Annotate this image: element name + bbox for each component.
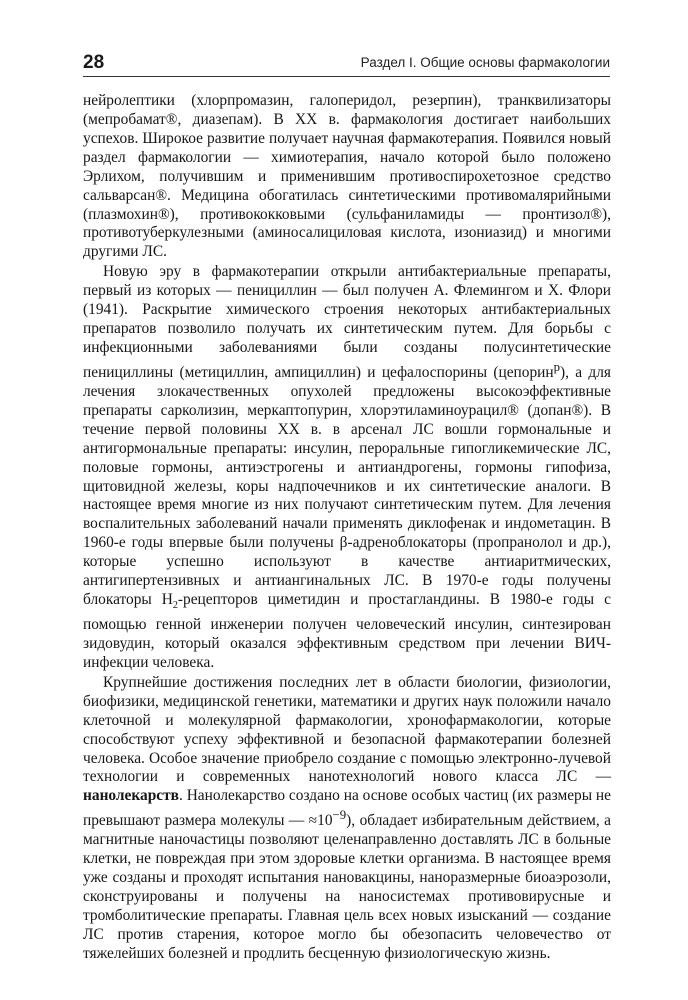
paragraph-2-text-c: -рецепторов циметидин и простагландины. В 1980-е годы с помощью генной инженерии получен человеческий инсулин, синтезирован зидовудин, который оказался эффективным средством при лечении ВИЧ-инфекции человека.	[83, 591, 612, 671]
superscript-p: р	[553, 359, 561, 374]
paragraph-2	[83, 263, 611, 673]
paragraph-3-text-c: . Нанолекарство создано на основе особых частиц (их размеры не превышают размера молекулы — ≈10	[83, 787, 611, 830]
paragraph-2-text-b: ), а для лечения злокачественных опухолей предложены высокоэффективные препараты сарколизин, меркаптопурин, хлорэтиламиноурацил® (допан®). В течение первой половины XX в. в арсенал ЛС вошли гормональные и антигормональные препараты: инсулин, пероральные гипогликемические ЛС, половые гормоны, антиэстрогены и антиандрогены, гормоны гипофиза, щитовидной железы, коры надпочечников и их синтетические аналоги. В настоящее время многие из них получают синтетическим путем. Для лечения воспалительных заболеваний начали применять диклофенак и индометацин. В 1960-е годы впервые были получены β-адреноблокаторы (пропранолол и др.), которые успешно используют в качестве антиаритмических, антигипертензивных и антиангинальных ЛС. В 1970-е годы получены блокаторы H	[83, 364, 611, 609]
paragraph-1	[83, 92, 611, 262]
paragraph-3-text-d: ), обладает избирательным действием, а магнитные наночастицы позволяют целенаправленно доставлять ЛС в больные клетки, не повреждая при этом здоровые клетки организма. В настоящее время уже созданы и проходят испытания нановакцины, наноразмерные биоаэрозоли, сконструированы и получены на наносистемах противовирусные и тромболитические препараты. Главная цель всех новых изысканий — создание ЛС против старения, которое могло бы обезопасить человечество от тяжелейших болезней и продлить бесценную физиологическую жизнь.	[83, 812, 611, 962]
superscript-exponent: −9	[332, 808, 347, 823]
subscript-2: 2	[172, 600, 178, 612]
term-nanodrugs: нанолекарств	[83, 787, 179, 805]
page-number: 28	[83, 52, 105, 73]
body-text	[83, 92, 611, 964]
section-title: Раздел I. Общие основы фармакологии	[360, 55, 610, 70]
paragraph-3	[83, 674, 611, 964]
paragraph-1-text: нейролептики (хлорпромазин, галоперидол, резерпин), транквилизаторы (мепробамат®, диазепам). В XX в. фармакология достигает наибольших успехов. Широкое развитие получает научная фармакотерапия. Появился новый раздел фармакологии — химиотерапия, начало которой было положено Эрлихом, получившим и применившим противоспирохетозное средство сальварсан®. Медицина обогатилась синтетическими противомалярийными (плазмохин®), противококковыми (сульфаниламиды — пронтизол®), противотуберкулезными (аминосалициловая кислота, изониазид) и многими другими ЛС.	[83, 92, 611, 261]
paragraph-2-text-a: Новую эру в фармакотерапии открыли антибактериальные препараты, первый из которых — пенициллин — был получен А. Флемингом и Х. Флори (1941). Раскрытие химического строения некоторых антибактериальных препаратов позволило получать их синтетическим путем. Для борьбы с инфекционными заболеваниями были созданы полусинтетические пенициллины (метициллин, ампициллин) и цефалоспорины (цепорин	[83, 263, 611, 382]
running-header	[83, 52, 610, 78]
header-rule	[83, 76, 610, 77]
paragraph-3-text-a: Крупнейшие достижения последних лет в области биологии, физиологии, биофизики, медицинской генетики, математики и других наук положили начало клеточной и молекулярной фармакологии, хронофармакологии, которые способствуют успеху эффективной и безопасной фармакотерапии болезней человека. Особое значение приобрело создание с помощью электронно-лучевой технологии и современных нанотехнологий нового класса ЛС —	[83, 673, 611, 786]
